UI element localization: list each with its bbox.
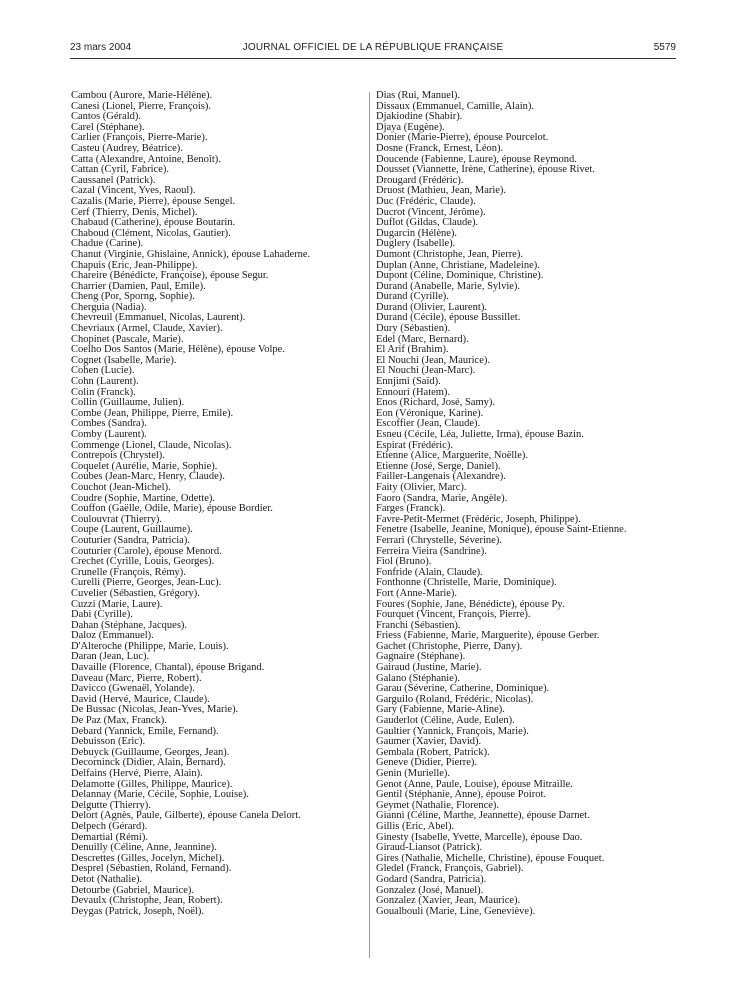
name-entry: Espirat (Frédéric). — [376, 439, 453, 451]
name-entry: Contrepois (Chrystel). — [71, 450, 165, 462]
name-entry: Cattan (Cyril, Fabrice). — [71, 164, 169, 176]
name-entry: Chapuis (Eric, Jean-Philippe). — [71, 259, 198, 271]
name-entry: Dumont (Christophe, Jean, Pierre). — [376, 248, 523, 260]
name-entry: Carel (Stéphane). — [71, 121, 145, 133]
name-entry: Garguilo (Roland, Frédéric, Nicolas). — [376, 693, 534, 705]
name-entry: Chaboud (Clément, Nicolas, Gautier). — [71, 227, 231, 239]
name-entry: Giraud-Liansot (Patrick). — [376, 842, 483, 854]
name-entry: Crunelle (François, Rémy). — [71, 566, 186, 578]
name-entry: Gonzalez (José, Manuel). — [376, 884, 484, 896]
header-title: JOURNAL OFFICIEL DE LA RÉPUBLIQUE FRANÇAISE — [242, 42, 504, 53]
name-entry: Ennjimi (Saïd). — [376, 376, 441, 388]
name-entry: Galano (Stéphanie). — [376, 672, 460, 684]
name-entry: Daran (Jean, Luc). — [71, 651, 150, 663]
name-entry: Duplan (Anne, Christiane, Madeleine). — [376, 259, 540, 271]
name-entry: Commenge (Lionel, Claude, Nicolas). — [71, 439, 232, 451]
name-entry: Gillis (Eric, Abel). — [376, 820, 455, 832]
page-header — [70, 42, 676, 56]
name-entry: El Nouchi (Jean-Marc). — [376, 365, 476, 377]
name-entry: Gachet (Christophe, Pierre, Dany). — [376, 640, 523, 652]
name-entry: Ducrot (Vincent, Jérôme). — [376, 206, 486, 218]
name-list-right-column — [376, 91, 676, 917]
name-entry: Genin (Murielle). — [376, 768, 451, 779]
name-entry: Casteu (Audrey, Béatrice). — [71, 142, 183, 154]
name-entry: Colin (Franck). — [71, 386, 136, 398]
name-entry: Dousset (Viannette, Irène, Catherine), épouse Rivet. — [376, 164, 595, 176]
name-entry: Durand (Olivier, Laurent). — [376, 301, 487, 313]
name-entry: Daveau (Marc, Pierre, Robert). — [71, 672, 202, 684]
name-entry: Davaille (Florence, Chantal), épouse Brigand. — [71, 662, 265, 674]
name-entry: Durand (Cyrille). — [376, 291, 449, 303]
name-entry: Garau (Séverine, Catherine, Dominique). — [376, 683, 550, 695]
header-date: 23 mars 2004 — [70, 42, 132, 53]
name-entry: Friess (Fabienne, Marie, Marguerite), épouse Gerber. — [376, 630, 600, 642]
name-entry: Duglery (Isabelle). — [376, 238, 456, 250]
name-entry: Edel (Marc, Bernard). — [376, 333, 469, 345]
name-entry: Fort (Anne-Marie). — [376, 587, 458, 599]
name-entry: Djaya (Eugène). — [376, 121, 445, 133]
name-entry: Cantos (Gérald). — [71, 111, 141, 123]
name-entry: Chevriaux (Armel, Claude, Xavier). — [71, 323, 223, 335]
name-entry: Dugarcin (Hélène). — [376, 227, 458, 239]
name-entry: Fonthonne (Christelle, Marie, Dominique). — [376, 577, 557, 589]
name-entry: Detot (Nathalie). — [71, 873, 143, 885]
name-entry: Faoro (Sandra, Marie, Angèle). — [376, 492, 508, 504]
name-entry: Descrettes (Gilles, Jocelyn, Michel). — [71, 852, 225, 864]
name-entry: Dahan (Stéphane, Jacques). — [71, 619, 188, 631]
name-entry: Carlier (François, Pierre-Marie). — [71, 132, 208, 144]
name-entry: Devaulx (Christophe, Jean, Robert). — [71, 895, 223, 907]
name-entry: Etienne (José, Serge, Daniel). — [376, 460, 501, 472]
name-entry: Cerf (Thierry, Denis, Michel). — [71, 206, 198, 218]
column-divider — [369, 92, 370, 958]
name-entry: El Arif (Brahim). — [376, 344, 449, 356]
name-entry: Chadue (Carine). — [71, 238, 144, 250]
name-entry: Duflot (Gildas, Claude). — [376, 217, 479, 229]
name-entry: Franchi (Sébastien). — [376, 619, 461, 631]
name-entry: Eon (Véronique, Karine). — [376, 407, 484, 419]
name-entry: Donier (Marie-Pierre), épouse Pourcelot. — [376, 132, 549, 144]
name-entry: Debard (Yannick, Emile, Fernand). — [71, 725, 219, 737]
name-entry: Debuisson (Eric). — [71, 736, 146, 748]
name-entry: Cherguia (Nadia). — [71, 301, 147, 313]
name-entry: Dias (Rui, Manuel). — [376, 90, 460, 101]
name-entry: Gentil (Stéphanie, Anne), épouse Poirot. — [376, 789, 547, 801]
name-entry: Chevreuil (Emmanuel, Nicolas, Laurent). — [71, 312, 246, 324]
name-entry: Cazalis (Marie, Pierre), épouse Sengel. — [71, 195, 236, 207]
name-entry: Couturier (Sandra, Patricia). — [71, 534, 190, 546]
name-entry: Charrier (Damien, Paul, Emile). — [71, 280, 206, 292]
name-entry: Ferrari (Chrystelle, Séverine). — [376, 534, 502, 546]
name-entry: Coubes (Jean-Marc, Henry, Claude). — [71, 471, 225, 483]
name-entry: Couturier (Carole), épouse Menord. — [71, 545, 222, 557]
name-entry: Gary (Fabienne, Marie-Aline). — [376, 704, 505, 716]
name-entry: Fonfride (Alain, Claude). — [376, 566, 483, 578]
name-entry: Combes (Sandra). — [71, 418, 147, 430]
name-entry: Cuzzi (Marie, Laure). — [71, 598, 163, 610]
name-entry: Gaultier (Yannick, François, Marie). — [376, 725, 529, 737]
name-entry: Geneve (Didier, Pierre). — [376, 757, 478, 769]
name-entry: Coelho Dos Santos (Marie, Hélène), épouse Volpe. — [71, 344, 285, 356]
name-entry: Cognet (Isabelle, Marie). — [71, 354, 177, 366]
name-entry: David (Hervé, Maurice, Claude). — [71, 693, 210, 705]
name-entry: Cheng (Por, Sporng, Sophie). — [71, 291, 195, 303]
name-entry: Delgutte (Thierry). — [71, 799, 151, 811]
header-page-number: 5579 — [653, 42, 676, 53]
name-entry: Delort (Agnès, Paule, Gilberte), épouse Canela Delort. — [71, 810, 301, 822]
name-entry: Escoffier (Jean, Claude). — [376, 418, 481, 430]
name-entry: Couffon (Gaëlle, Odile, Marie), épouse Bordier. — [71, 503, 273, 515]
name-entry: Chopinet (Pascale, Marie). — [71, 333, 184, 345]
name-entry: El Nouchi (Jean, Maurice). — [376, 354, 490, 366]
name-entry: Gembala (Robert, Patrick). — [376, 746, 490, 758]
name-entry: Durand (Anabelle, Marie, Sylvie). — [376, 280, 521, 292]
name-entry: Canesi (Lionel, Pierre, François). — [71, 100, 211, 112]
name-entry: Deygas (Patrick, Joseph, Noël). — [71, 905, 204, 917]
name-entry: Dosne (Franck, Ernest, Léon). — [376, 142, 504, 154]
name-entry: Failler-Langenais (Alexandre). — [376, 471, 506, 483]
name-entry: D'Alteroche (Philippe, Marie, Louis). — [71, 640, 229, 652]
name-entry: Cohn (Laurent). — [71, 376, 139, 388]
name-entry: De Paz (Max, Franck). — [71, 715, 167, 727]
name-entry: Gairaud (Justine, Marie). — [376, 662, 482, 674]
header-rule — [70, 58, 676, 59]
name-entry: Farges (Franck). — [376, 503, 446, 515]
name-entry: Cazal (Vincent, Yves, Raoul). — [71, 185, 196, 197]
name-entry: Chanut (Virginie, Ghislaine, Annick), épouse Lahaderne. — [71, 248, 311, 260]
name-entry: Fiol (Bruno). — [376, 556, 432, 568]
name-entry: Coulouvrat (Thierry). — [71, 513, 162, 525]
name-entry: Etienne (Alice, Marguerite, Noëlle). — [376, 450, 528, 462]
name-entry: Coudre (Sophie, Martine, Odette). — [71, 492, 216, 504]
name-entry: De Bussac (Nicolas, Jean-Yves, Marie). — [71, 704, 239, 716]
name-entry: Collin (Guillaume, Julien). — [71, 397, 185, 409]
name-entry: Decorninck (Didier, Alain, Bernard). — [71, 757, 226, 769]
name-list-left-column — [71, 91, 371, 917]
name-entry: Foures (Sophie, Jane, Bénédicte), épouse Py. — [376, 598, 565, 610]
name-entry: Ferreira Vieira (Sandrine). — [376, 545, 487, 557]
name-entry: Cambou (Aurore, Marie-Hélène). — [71, 90, 213, 101]
name-entry: Gianni (Céline, Marthe, Jeannette), épouse Darnet. — [376, 810, 590, 822]
name-entry: Esneu (Cécile, Léa, Juliette, Irma), épouse Bazin. — [376, 429, 584, 440]
name-entry: Doucende (Fabienne, Laure), épouse Reymond. — [376, 153, 577, 165]
name-entry: Delamotte (Gilles, Philippe, Maurice). — [71, 778, 233, 790]
name-entry: Gonzalez (Xavier, Jean, Maurice). — [376, 895, 521, 907]
name-entry: Ginesty (Isabelle, Yvette, Marcelle), épouse Dao. — [376, 831, 583, 843]
name-entry: Durand (Cécile), épouse Bussillet. — [376, 312, 521, 324]
name-entry: Cohen (Lucie). — [71, 365, 135, 377]
name-entry: Gaumer (Xavier, David). — [376, 736, 482, 748]
name-entry: Coquelet (Aurélie, Marie, Sophie). — [71, 460, 218, 472]
name-entry: Gagnaire (Stéphane). — [376, 651, 466, 663]
name-entry: Goualbouli (Marie, Line, Geneviève). — [376, 905, 536, 917]
name-entry: Faity (Olivier, Marc). — [376, 481, 467, 493]
name-entry: Desprel (Sébastien, Roland, Fernand). — [71, 863, 232, 875]
name-entry: Dissaux (Emmanuel, Camille, Alain). — [376, 100, 535, 112]
name-entry: Davicco (Gwenaël, Yolande). — [71, 683, 195, 695]
name-entry: Dabi (Cyrille). — [71, 609, 133, 621]
name-entry: Fenetre (Isabelle, Jeanine, Monique), épouse Saint-Etienne. — [376, 524, 627, 536]
name-entry: Dupont (Céline, Dominique, Christine). — [376, 270, 544, 282]
name-entry: Couchot (Jean-Michel). — [71, 481, 171, 493]
name-entry: Drougard (Frédéric). — [376, 174, 464, 186]
name-entry: Gauderlot (Céline, Aude, Eulen). — [376, 715, 515, 727]
name-entry: Detourbe (Gabriel, Maurice). — [71, 884, 195, 896]
name-entry: Catta (Alexandre, Antoine, Benoît). — [71, 153, 221, 165]
name-entry: Crechet (Cyrille, Louis, Georges). — [71, 556, 215, 568]
name-entry: Combe (Jean, Philippe, Pierre, Emile). — [71, 407, 234, 419]
name-entry: Djakiodine (Shabir). — [376, 111, 463, 123]
name-entry: Genot (Anne, Paule, Louise), épouse Mitraille. — [376, 778, 573, 790]
name-entry: Delannay (Marie, Cécile, Sophie, Louise). — [71, 789, 249, 801]
name-entry: Fourquet (Vincent, François, Pierre). — [376, 609, 531, 621]
name-entry: Ennouri (Hatem). — [376, 386, 451, 398]
name-entry: Coupe (Laurent, Guillaume). — [71, 524, 193, 536]
name-entry: Favre-Petit-Mermet (Frédéric, Joseph, Philippe). — [376, 513, 581, 525]
name-entry: Comby (Laurent). — [71, 429, 147, 440]
name-entry: Caussanel (Patrick). — [71, 174, 156, 186]
name-entry: Daloz (Emmanuel). — [71, 630, 154, 642]
name-entry: Druost (Mathieu, Jean, Marie). — [376, 185, 507, 197]
name-entry: Dury (Sébastien). — [376, 323, 451, 335]
name-entry: Gires (Nathalie, Michelle, Christine), épouse Fouquet. — [376, 852, 605, 864]
name-entry: Chareire (Bénédicte, Françoise), épouse Segur. — [71, 270, 269, 282]
name-entry: Delpech (Gérard). — [71, 820, 148, 832]
name-entry: Curelli (Pierre, Georges, Jean-Luc). — [71, 577, 222, 589]
name-entry: Gledel (Franck, François, Gabriel). — [376, 863, 524, 875]
name-entry: Demartial (Rémi). — [71, 831, 148, 843]
name-entry: Debuyck (Guillaume, Georges, Jean). — [71, 746, 230, 758]
name-entry: Delfains (Hervé, Pierre, Alain). — [71, 768, 203, 779]
name-entry: Duc (Frédéric, Claude). — [376, 195, 476, 207]
name-entry: Chabaud (Catherine), épouse Boutarin. — [71, 217, 236, 229]
name-entry: Cuvelier (Sébastien, Grégory). — [71, 587, 200, 599]
name-entry: Godard (Sandra, Patricia). — [376, 873, 487, 885]
name-entry: Enos (Richard, José, Samy). — [376, 397, 495, 409]
name-entry: Denuilly (Céline, Anne, Jeannine). — [71, 842, 217, 854]
name-entry: Geymet (Nathalie, Florence). — [376, 799, 500, 811]
